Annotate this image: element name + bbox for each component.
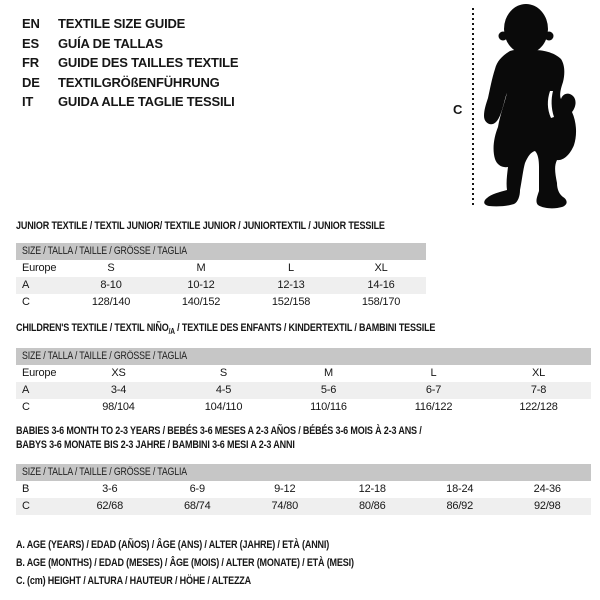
table-title-line2: BABYS 3-6 MONATE BIS 2-3 JAHRE / BAMBINI 3-6 MESI A 2-3 ANNI: [16, 439, 295, 451]
size-cell: L: [288, 262, 294, 274]
size-cell: 8-10: [100, 279, 122, 291]
language-guide-title: GUIDA ALLE TAGLIE TESSILI: [58, 94, 235, 109]
row-label: B: [22, 483, 30, 495]
language-guide-title: GUÍA DE TALLAS: [58, 35, 163, 51]
size-table-rows: [16, 481, 591, 515]
language-list: [22, 14, 238, 112]
size-cell: 80/86: [358, 500, 386, 512]
height-measure-label: C: [453, 102, 463, 117]
junior-textile-section: [16, 219, 426, 311]
size-cell: 24-36: [533, 483, 561, 495]
size-table-row: [16, 365, 591, 382]
row-label: C: [22, 401, 30, 414]
size-cell: XL: [374, 262, 388, 274]
size-cell: XS: [111, 367, 126, 380]
language-guide-title: TEXTILGRÖßENFÜHRUNG: [58, 74, 220, 90]
size-table-header-text: SIZE / TALLA / TAILLE / GRÖSSE / TAGLIA: [22, 350, 187, 363]
toddler-silhouette-figure: [482, 3, 600, 215]
babies-size-table: [16, 464, 591, 515]
children-textile-section: [16, 321, 591, 416]
size-cell: L: [430, 367, 437, 380]
size-cell: 12-18: [358, 483, 386, 495]
size-cell: XL: [531, 367, 546, 380]
size-cell: 4-5: [215, 384, 232, 397]
height-measure-line: [472, 8, 474, 206]
junior-size-table: [16, 243, 426, 311]
row-label: A: [22, 279, 30, 291]
row-label: Europe: [22, 367, 57, 380]
size-cell: 5-6: [320, 384, 337, 397]
size-cell: 74/80: [271, 500, 299, 512]
size-cell: 122/128: [519, 401, 558, 414]
size-cell: S: [107, 262, 115, 274]
children-size-table: [16, 348, 591, 416]
table-title-text: CHILDREN'S TEXTILE / TEXTIL NIÑO: [16, 322, 169, 334]
size-table-row: [16, 294, 426, 311]
language-row: [22, 92, 238, 112]
language-code: DE: [22, 74, 40, 90]
size-cell: 62/68: [96, 500, 124, 512]
size-cell: 3-6: [102, 483, 118, 495]
size-table-header: [16, 464, 591, 481]
size-cell: 18-24: [446, 483, 474, 495]
size-cell: S: [219, 367, 228, 380]
size-cell: 86/92: [446, 500, 474, 512]
size-cell: M: [324, 367, 333, 380]
table-title: [16, 321, 488, 339]
size-cell: 110/116: [310, 401, 347, 414]
size-table-header-text: SIZE / TALLA / TAILLE / GRÖSSE / TAGLIA: [22, 466, 187, 478]
size-table-row: [16, 498, 591, 515]
size-table-rows: [16, 260, 426, 311]
legend-line-c: C. (cm) HEIGHT / ALTURA / HAUTEUR / HÖHE / ALTEZZA: [16, 575, 252, 587]
size-cell: 68/74: [183, 500, 211, 512]
table-title-subscript: /A: [168, 327, 175, 337]
language-row: [22, 34, 238, 54]
language-code: IT: [22, 94, 34, 109]
row-label: A: [22, 384, 30, 397]
legend-line-b: B. AGE (MONTHS) / EDAD (MESES) / ÂGE (MOIS) / ALTER (MONATE) / ETÀ (MESI): [16, 557, 354, 569]
language-code: EN: [22, 16, 40, 31]
language-guide-title: TEXTILE SIZE GUIDE: [58, 16, 186, 31]
size-cell: 128/140: [91, 296, 131, 308]
size-table-rows: [16, 365, 591, 416]
size-table-header: [16, 243, 426, 260]
size-table-header-text: SIZE / TALLA / TAILLE / GRÖSSE / TAGLIA: [22, 245, 187, 257]
size-table-row: [16, 481, 591, 498]
row-label: C: [22, 296, 30, 308]
size-cell: 104/110: [204, 401, 243, 414]
legend-line-a: A. AGE (YEARS) / EDAD (AÑOS) / ÂGE (ANS) / ALTER (JAHRE) / ETÀ (ANNI): [16, 539, 330, 551]
size-cell: 12-13: [277, 279, 305, 291]
table-title-line1: BABIES 3-6 MONTH TO 2-3 YEARS / BEBÉS 3-6 MESES A 2-3 AÑOS / BÉBÉS 3-6 MOIS À 2-3 ANS /: [16, 425, 422, 437]
size-table-row: [16, 399, 591, 416]
babies-textile-section: [16, 424, 591, 515]
language-row: [22, 73, 238, 93]
size-table-header: [16, 348, 591, 365]
legend: [16, 536, 428, 590]
size-table-row: [16, 260, 426, 277]
table-title: JUNIOR TEXTILE / TEXTIL JUNIOR/ TEXTILE JUNIOR / JUNIORTEXTIL / JUNIOR TESSILE: [16, 220, 385, 232]
size-cell: 6-7: [425, 384, 442, 397]
language-guide-title: GUIDE DES TAILLES TEXTILE: [58, 55, 239, 70]
size-cell: 14-16: [367, 279, 395, 291]
row-label: C: [22, 500, 30, 512]
size-cell: 7-8: [530, 384, 547, 397]
size-cell: 116/122: [414, 401, 453, 414]
size-cell: 3-4: [110, 384, 127, 397]
size-cell: 92/98: [533, 500, 561, 512]
size-cell: 158/170: [361, 296, 401, 308]
size-cell: 98/104: [102, 401, 135, 414]
language-row: [22, 14, 238, 34]
row-label: Europe: [22, 262, 57, 274]
size-cell: M: [196, 262, 206, 274]
size-cell: 152/158: [271, 296, 311, 308]
size-cell: 9-12: [274, 483, 296, 495]
language-code: ES: [22, 35, 39, 51]
table-title-text: / TEXTILE DES ENFANTS / KINDERTEXTIL / BAMBINI TESSILE: [174, 322, 436, 334]
size-table-row: [16, 277, 426, 294]
language-row: [22, 53, 238, 73]
table-title: [16, 424, 591, 452]
size-cell: 10-12: [187, 279, 215, 291]
language-code: FR: [22, 55, 39, 70]
size-cell: 6-9: [189, 483, 205, 495]
size-cell: 140/152: [181, 296, 221, 308]
size-table-row: [16, 382, 591, 399]
